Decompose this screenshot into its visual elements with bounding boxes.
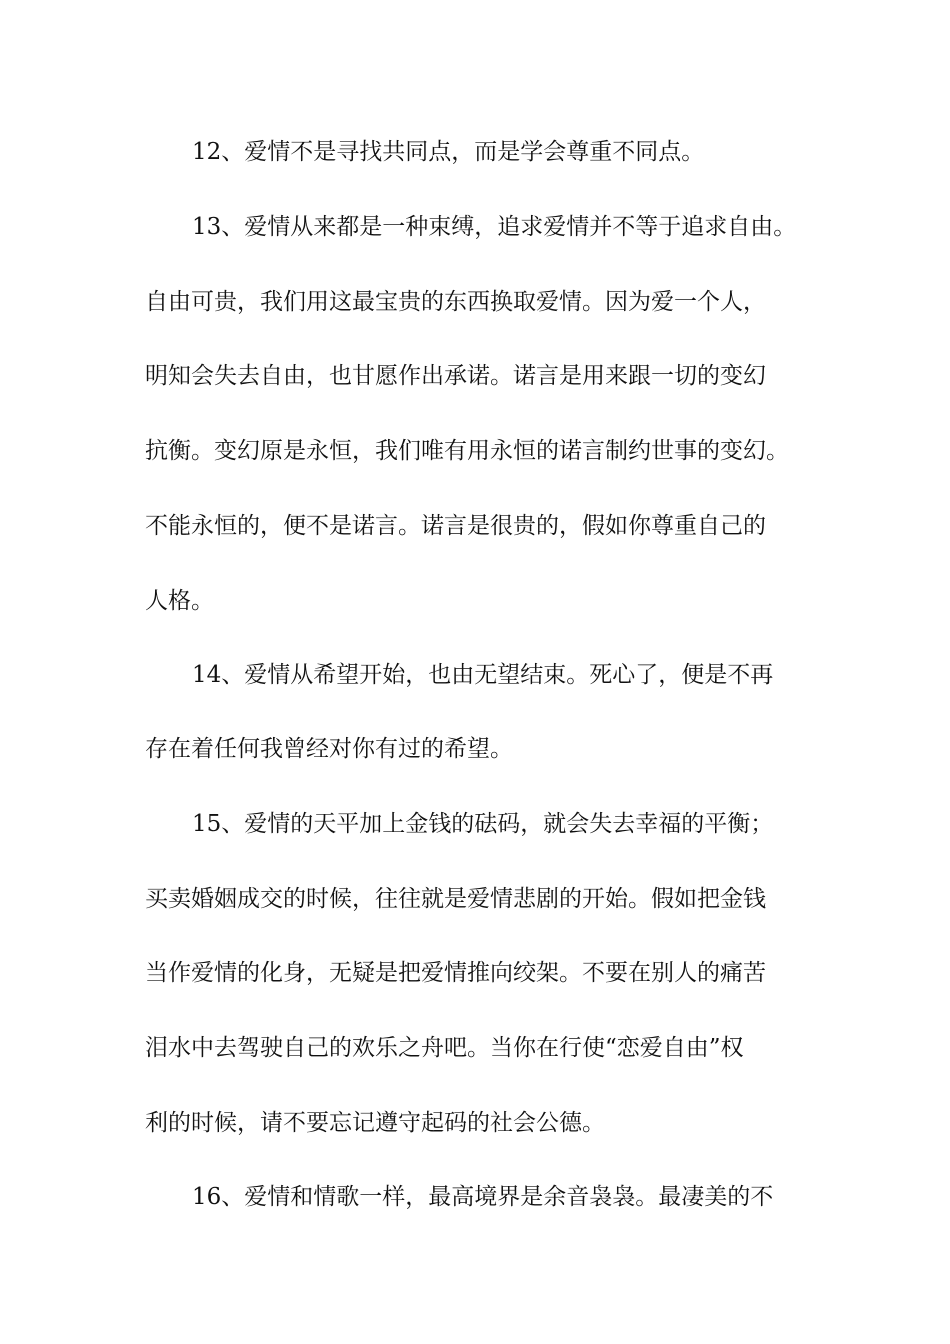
paragraph-15-line-3: 当作爱情的化身，无疑是把爱情推向绞架。不要在别人的痛苦 xyxy=(145,960,766,986)
paragraph-14-line-2: 存在着任何我曾经对你有过的希望。 xyxy=(145,736,513,762)
paragraph-16-line-1: 16、爱情和情歌一样，最高境界是余音袅袅。最凄美的不 xyxy=(192,1184,774,1210)
paragraph-13-line-4: 抗衡。变幻原是永恒，我们唯有用永恒的诺言制约世事的变幻。 xyxy=(145,438,789,464)
paragraph-15-line-4: 泪水中去驾驶自己的欢乐之舟吧。当你在行使“恋爱自由”权 xyxy=(145,1035,744,1061)
paragraph-15-line-1: 15、爱情的天平加上金钱的砝码，就会失去幸福的平衡； xyxy=(192,811,774,837)
paragraph-14-line-1: 14、爱情从希望开始，也由无望结束。死心了，便是不再 xyxy=(192,662,774,688)
paragraph-15-line-5: 利的时候，请不要忘记遵守起码的社会公德。 xyxy=(145,1110,605,1136)
paragraph-13-line-2: 自由可贵，我们用这最宝贵的东西换取爱情。因为爱一个人， xyxy=(145,289,766,315)
paragraph-15-line-2: 买卖婚姻成交的时候，往往就是爱情悲剧的开始。假如把金钱 xyxy=(145,886,766,912)
paragraph-13-line-1: 13、爱情从来都是一种束缚，追求爱情并不等于追求自由。 xyxy=(192,214,797,240)
paragraph-13-line-6: 人格。 xyxy=(145,588,214,614)
paragraph-13-line-3: 明知会失去自由，也甘愿作出承诺。诺言是用来跟一切的变幻 xyxy=(145,363,766,389)
paragraph-12-line-1: 12、爱情不是寻找共同点，而是学会尊重不同点。 xyxy=(192,139,705,165)
paragraph-13-line-5: 不能永恒的，便不是诺言。诺言是很贵的，假如你尊重自己的 xyxy=(145,513,766,539)
